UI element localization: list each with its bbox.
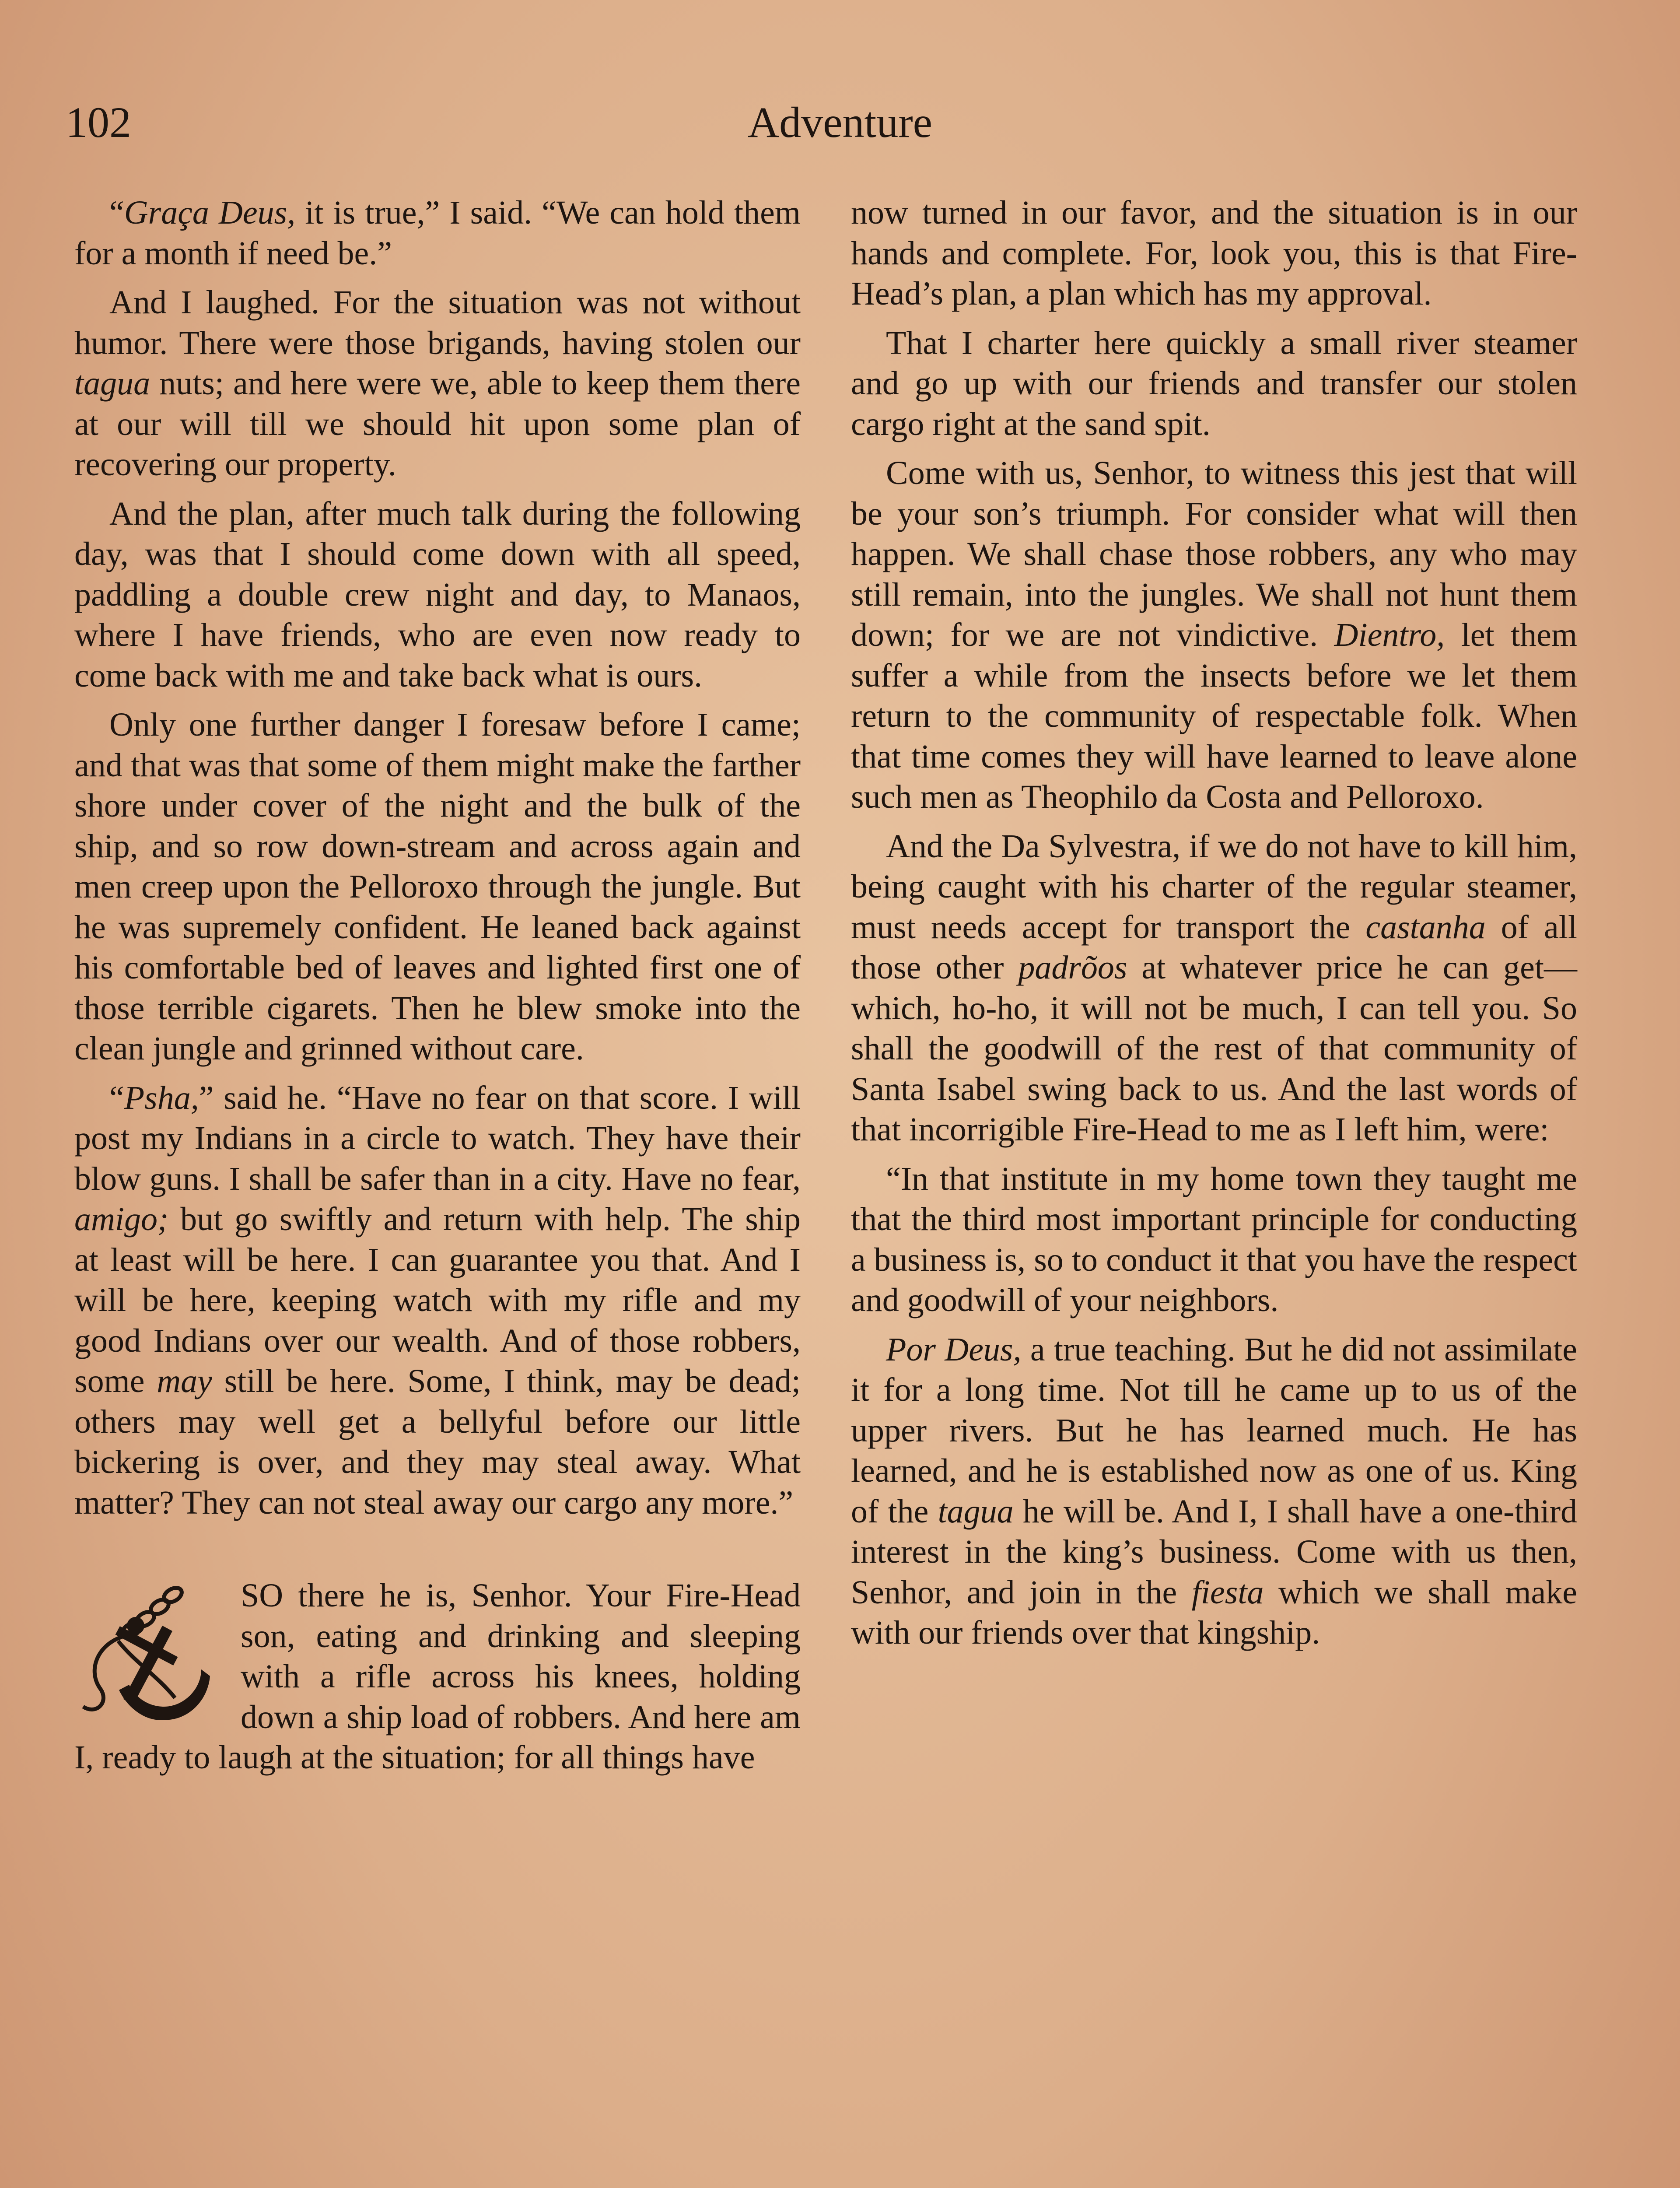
paragraph-text: of all those other xyxy=(851,908,1577,986)
italic-word: padrõos xyxy=(1018,949,1127,986)
paragraph xyxy=(74,1078,801,1523)
paragraph-text: SO there he is, Senhor. Your Fire-Head son, eating and drinking and sleeping with a rifle across his knees, holding down a ship load of robbers. And here am I, ready to laugh at the situation; for all things have xyxy=(74,1577,801,1776)
paragraph xyxy=(74,193,801,274)
paragraph-text: still be here. Some, I think, may be dead; others may well get a bellyful before our little bickering is over, and they may steal away. What matter? They can not steal away our cargo any more.” xyxy=(74,1363,801,1521)
paragraph: And the plan, after much talk during the following day, was that I should come down with all speed, paddling a double crew night and day, to Manaos, where I have friends, who are even now ready to come back with me and take back what is ours. xyxy=(74,495,801,694)
paragraph: “In that institute in my home town they taught me that the third most important principle for conducting a business is, so to conduct it that you have the respect and goodwill of your neighbors. xyxy=(851,1160,1577,1318)
italic-phrase: Por Deus, xyxy=(886,1331,1022,1368)
paragraph-text: he will be. And I, I shall have a one-third interest in the king’s business. Come with us then, Senhor, and join in the xyxy=(851,1493,1577,1611)
anchor-and-chain-icon xyxy=(70,1575,228,1737)
paragraph: now turned in our favor, and the situation is in our hands and complete. For, look you, this is that Fire-Head’s plan, a plan which has my approval. xyxy=(851,194,1577,312)
paragraph-text: a true teaching. But he did not assimilate it for a long time. Not till he came up to us of the upper rivers. But he has learned much. He has learned, and he is established now as one of us. King of the xyxy=(851,1331,1577,1530)
paragraph-text: which we shall make with our friends over that kingship. xyxy=(851,1574,1577,1651)
page-number: 102 xyxy=(66,98,131,147)
italic-word: tagua xyxy=(74,365,150,402)
paragraph: Only one further danger I foresaw before I came; and that was that some of them might make the farther shore under cover of the night and the bulk of the ship, and so row down-stream and across again and men creep upon the Pelloroxo through the jungle. But he was supremely confident. He leaned back against his comfortable bed of leaves and lighted first one of those terrible cigarets. Then he blew smoke into the clean jungle and grinned without care. xyxy=(74,706,801,1067)
italic-word: Dientro, xyxy=(1334,617,1445,653)
section-break-paragraph xyxy=(74,1575,801,1778)
paragraph xyxy=(851,453,1577,817)
paragraph-text: it is true,” I said. “We can hold them for a month if need be.” xyxy=(74,194,801,272)
paragraph-text: ” said he. “Have no fear on that score. I will post my Indians in a circle to watch. They have their blow guns. I shall be safer than in a city. Have no fear, xyxy=(74,1079,801,1197)
italic-word: castanha xyxy=(1365,908,1486,946)
paragraph xyxy=(851,826,1577,1150)
paragraph xyxy=(74,282,801,485)
quote-mark: “ xyxy=(109,194,124,231)
paragraph-text: at whatever price he can get—which, ho-ho, it will not be much, I can tell you. So shall the goodwill of the rest of that community of Santa Isabel swing back to us. And the last words of that incorrigible Fire-Head to me as I left him, were: xyxy=(851,949,1577,1148)
paragraph-text: nuts; and here were we, able to keep them there at our will till we should hit upon some plan of recovering our property. xyxy=(74,365,801,483)
paragraph-text: And I laughed. For the situation was not without humor. There were those brigands, having stolen our xyxy=(74,284,801,361)
page-header xyxy=(66,92,1614,153)
italic-word: tagua xyxy=(938,1493,1014,1530)
italic-phrase: Graça Deus, xyxy=(124,194,296,231)
paragraph: That I charter here quickly a small river steamer and go up with our friends and transfer our stolen cargo right at the sand spit. xyxy=(851,324,1577,442)
running-head: Adventure xyxy=(747,98,933,147)
italic-word: amigo; xyxy=(74,1201,169,1238)
italic-word: may xyxy=(157,1363,212,1399)
paragraph-text: And the Da Sylvestra, if we do not have to kill him, being caught with his charter of the regular steamer, must needs accept for transport the xyxy=(851,828,1577,946)
italic-word: Psha, xyxy=(124,1079,199,1116)
paragraph-text: but go swiftly and return with help. The ship at least will be here. I can guarantee you that. And I will be here, keeping watch with my rifle and my good Indians over our wealth. And of those robbers, some xyxy=(74,1201,801,1399)
italic-word: fiesta xyxy=(1191,1574,1264,1611)
right-column xyxy=(851,193,1577,1662)
paragraph-text: let them suffer a while from the insects before we let them return to the community of respectable folk. When that time comes they will have learned to leave alone such men as Theophilo da Costa and Pelloroxo. xyxy=(851,617,1577,815)
paragraph xyxy=(851,1329,1577,1653)
paragraph-text: Come with us, Senhor, to witness this jest that will be your son’s triumph. For consider what will then happen. We shall chase those robbers, any who may still remain, into the jungles. We shall not hunt them down; for we are not vindictive. xyxy=(851,455,1577,653)
quote-mark: “ xyxy=(109,1079,124,1116)
left-column xyxy=(74,193,801,1787)
